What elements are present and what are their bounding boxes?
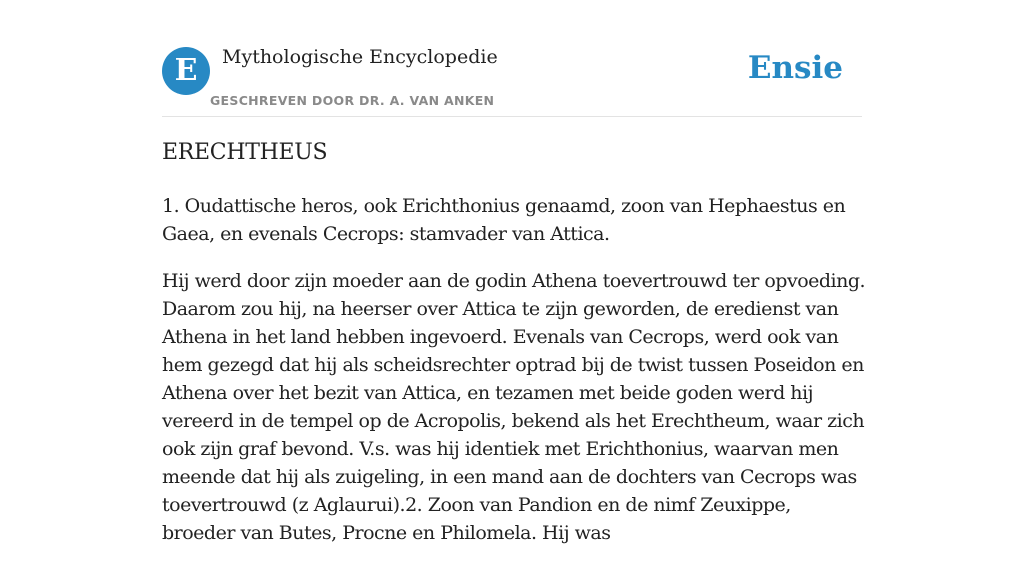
- article-paragraph: Hij werd door zijn moeder aan de godin Athena toevertrouwd ter opvoeding. Daarom zou hij, na heerser over Attica te zijn geworden, de eredienst van Athena in het land hebben ingevoerd. Evenals van Cecrops, werd ook van hem gezegd dat hij als scheidsrechter optrad bij de twist tussen Poseidon en Athena over het bezit van Attica, en tezamen met beide goden werd hij vereerd in de tempel op de Acropolis, bekend als het Erechtheum, waar zich ook zijn graf bevond. V.s. was hij identiek met Erichthonius, waarvan men meende dat hij als zuigeling, in een mand aan de dochters van Cecrops was toevertrouwd (z Aglaurui).2. Zoon van Pandion en de nimf Zeuxippe, broeder van Butes, Procne en Philomela. Hij was: [162, 270, 866, 544]
- page-title: ERECHTHEUS: [162, 140, 328, 165]
- author-byline: GESCHREVEN DOOR DR. A. VAN ANKEN: [210, 93, 495, 108]
- site-header: [162, 46, 862, 117]
- book-title-link[interactable]: Mythologische Encyclopedie: [222, 46, 498, 68]
- encyclopedia-logo[interactable]: E: [162, 47, 210, 95]
- article-paragraph: 1. Oudattische heros, ook Erichthonius genaamd, zoon van Hephaestus en Gaea, en evenals Cecrops: stamvader van Attica.: [162, 195, 846, 245]
- ensie-brand-logo[interactable]: Ensie: [747, 50, 843, 86]
- article-body: [162, 192, 866, 566]
